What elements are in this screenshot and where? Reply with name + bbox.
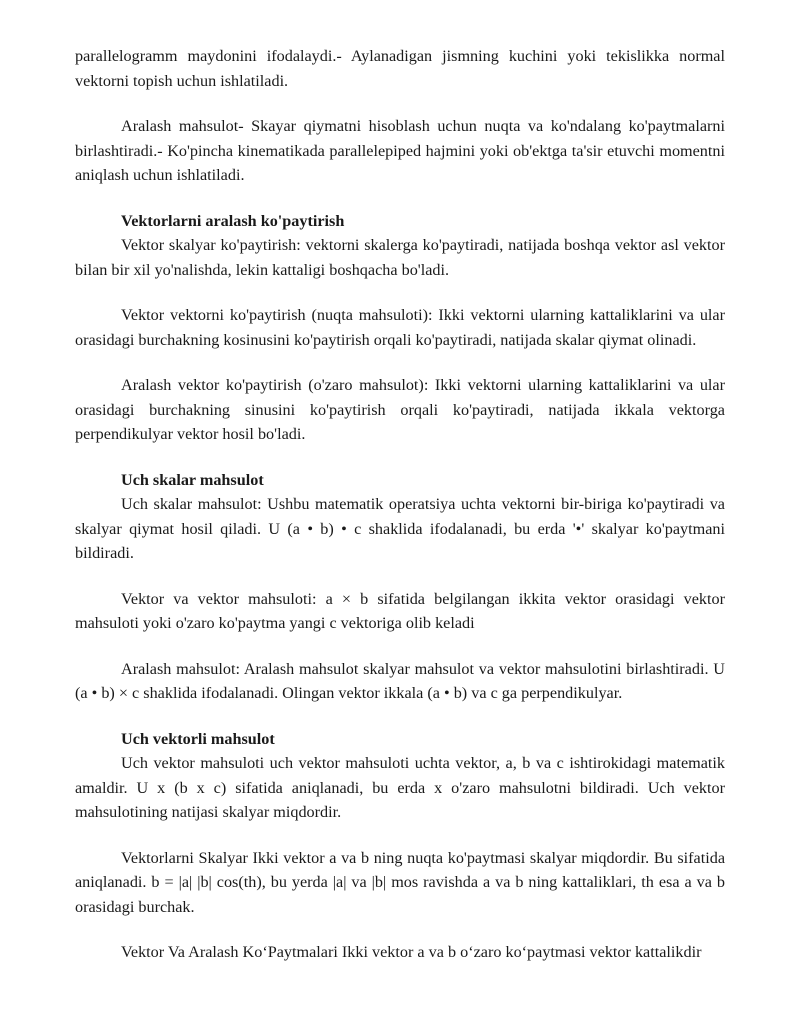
paragraph-vector-vector-product: Vektor va vektor mahsuloti: a × b sifatida belgilangan ikkita vektor orasidagi vektor mahsuloti yoki o'zaro ko'paytma yangi c vektoriga olib keladi [75,589,725,632]
paragraph-mixed-product-definition: Aralash mahsulot: Aralash mahsulot skalyar mahsulot va vektor mahsulotini birlashtiradi. U (a • b) × c shaklida ifodalanadi. Olingan vektor ikkala (a • b) va c ga perpendikulyar. [75,659,725,702]
paragraph-parallelogram: parallelogramm maydonini ifodalaydi.- Aylanadigan jismning kuchini yoki tekislikka normal vektorni topish uchun ishlatiladi. [75,47,725,90]
paragraph-triple-vector-definition: Uch vektor mahsuloti uch vektor mahsuloti uchta vektor, a, b va c ishtirokidagi matematik amaldir. U x (b x c) sifatida aniqlanadi, bu erda x o'zaro mahsulotni bildiradi. Uch vektor mahsulotining natijasi skalyar miqdordir. [75,754,725,821]
heading-mixed-vector-multiplication: Vektorlarni aralash ko'paytirish [121,211,345,230]
paragraph-scalar-dot-formula: Vektorlarni Skalyar Ikki vektor a va b ning nuqta ko'paytmasi skalyar miqdordir. Bu sifatida aniqlanadi. b = |a| |b| cos(th), bu yerda |a| va |b| mos ravishda a va b ning kattaliklari, th esa a va b orasidagi burchak. [75,848,725,916]
paragraph-dot-product: Vektor vektorni ko'paytirish (nuqta mahsuloti): Ikki vektorni ularning kattaliklarini va ular orasidagi burchakning kosinusini ko'paytirish orqali ko'paytiradi, natijada skalar qiymat olinadi. [75,306,725,349]
heading-triple-vector-product: Uch vektorli mahsulot [121,729,275,748]
paragraph-vector-mixed-products: Vektor Va Aralash Ko‘Paytmalari Ikki vektor a va b o‘zaro ko‘paytmasi vektor kattalikdir [121,943,702,961]
paragraph-triple-scalar-definition: Uch skalar mahsulot: Ushbu matematik operatsiya uchta vektorni bir-biriga ko'paytiradi va skalyar qiymat hosil qiladi. U (a • b) • c shaklida ifodalanadi, bu erda '•' skalyar ko'paytmani bildiradi. [75,495,725,562]
paragraph-mixed-product-intro: Aralash mahsulot- Skayar qiymatni hisoblash uchun nuqta va ko'ndalang ko'paytmalarni birlashtiradi.- Ko'pincha kinematikada parallelepiped hajmini yoki ob'ektga ta'sir etuvchi momentni aniqlash uchun ishlatiladi. [75,117,725,184]
paragraph-cross-product: Aralash vektor ko'paytirish (o'zaro mahsulot): Ikki vektorni ularning kattaliklarini va ular orasidagi burchakning sinusini ko'paytirish orqali ko'paytiradi, natijada ikkala vektorga perpendikulyar vektor hosil bo'ladi. [75,376,725,443]
paragraph-scalar-multiplication: Vektor skalyar ko'paytirish: vektorni skalerga ko'paytiradi, natijada boshqa vektor asl vektor bilan bir xil yo'nalishda, lekin kattaligi boshqacha bo'ladi. [75,236,725,279]
heading-triple-scalar-product: Uch skalar mahsulot [121,470,264,489]
